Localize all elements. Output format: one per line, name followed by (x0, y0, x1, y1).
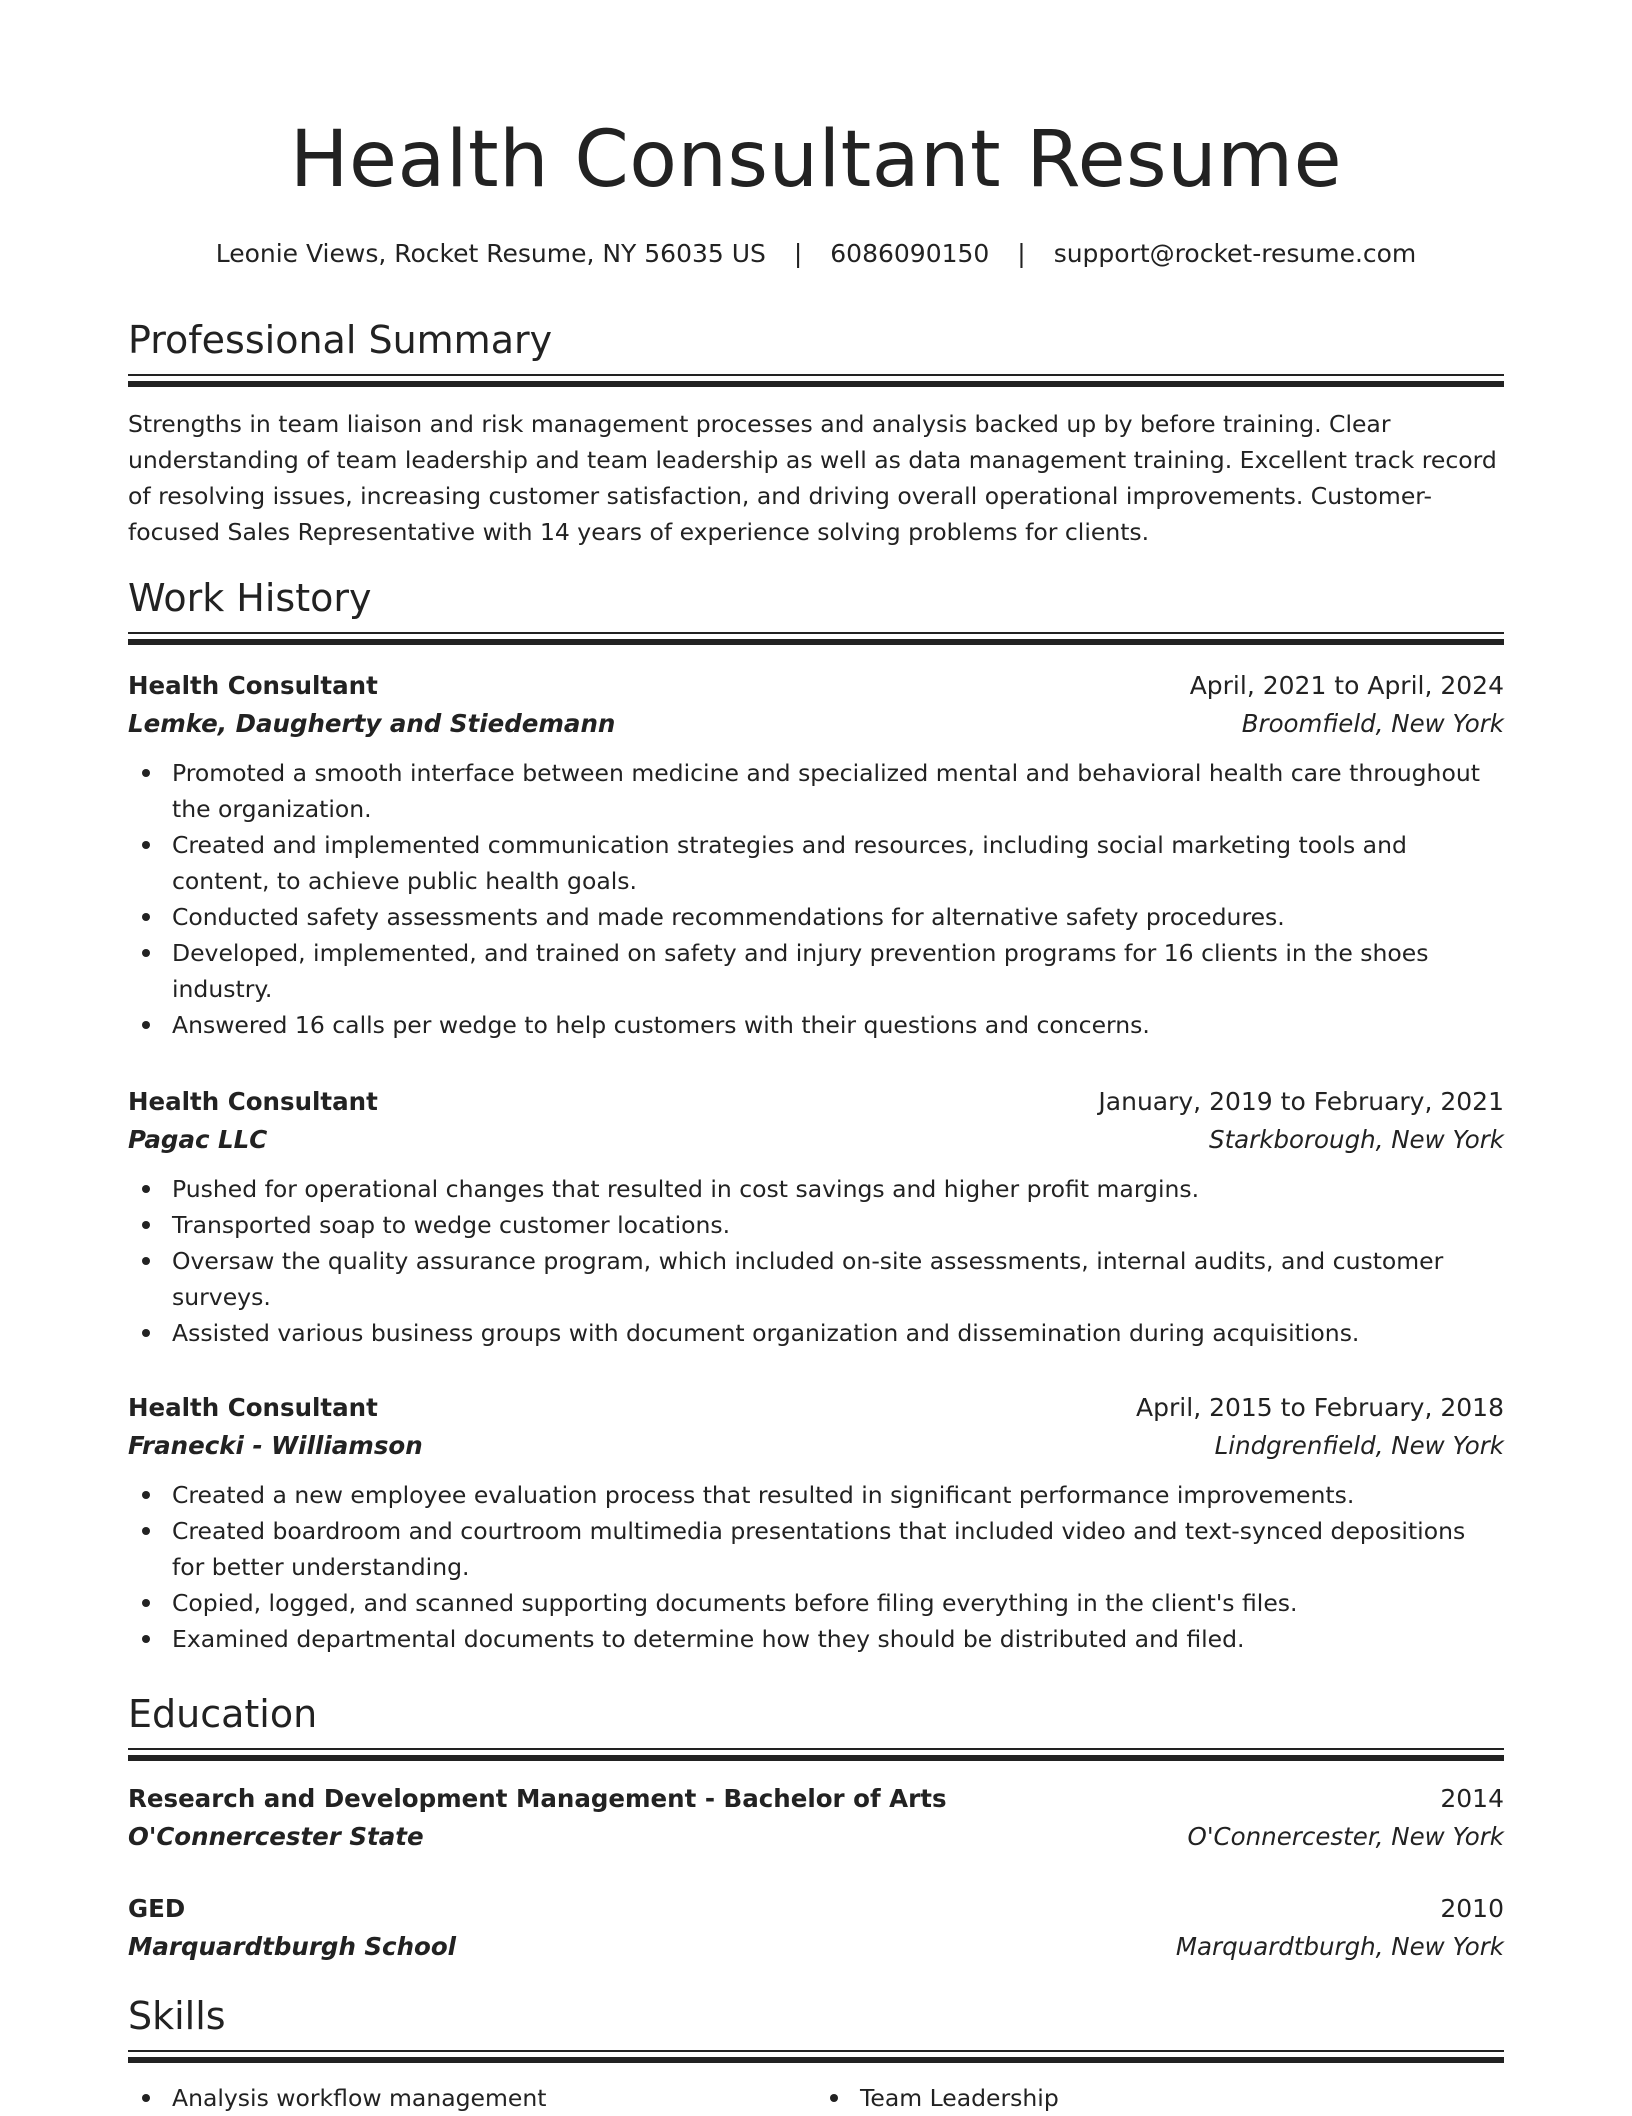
summary-text: Strengths in team liaison and risk management processes and analysis backed up by before training. Clear understanding of team leadership and team leadership as well as data management training. Excellent track record of resolving issues, increasing customer satisfaction, and driving overall operational improvements. Customer-focused Sales Representative with 14 years of experience solving problems for clients. (128, 410, 1497, 546)
job-location: Starkborough, New York (1209, 1125, 1504, 1154)
job-location: Lindgrenfield, New York (1214, 1431, 1504, 1460)
education-year: 2014 (1440, 1784, 1504, 1813)
bullet-item: Transported soap to wedge customer locations. (128, 1207, 1504, 1243)
education-degree: GED (128, 1894, 186, 1923)
education-entry (128, 1780, 1504, 1856)
education-school: Marquardtburgh School (128, 1932, 457, 1961)
job-employer: Pagac LLC (128, 1125, 268, 1154)
job-title: Health Consultant (128, 1087, 378, 1116)
contact-line (128, 239, 1504, 269)
bullet-item: Examined departmental documents to determine how they should be distributed and filed. (128, 1621, 1504, 1657)
education-degree: Research and Development Management - Bachelor of Arts (128, 1784, 947, 1813)
job-entry (128, 1083, 1504, 1351)
bullet-item: Pushed for operational changes that resulted in cost savings and higher profit margins. (128, 1171, 1504, 1207)
job-title: Health Consultant (128, 1393, 378, 1422)
bullet-item: Created boardroom and courtroom multimedia presentations that included video and text-synced depositions for better understanding. (128, 1513, 1504, 1585)
work-history-heading: Work History (128, 576, 372, 620)
section-divider (128, 374, 1504, 386)
skill-item: Team Leadership (816, 2080, 1504, 2116)
bullet-item: Developed, implemented, and trained on safety and injury prevention programs for 16 clients in the shoes industry. (128, 935, 1504, 1007)
contact-phone: 6086090150 (830, 239, 990, 268)
bullet-item: Answered 16 calls per wedge to help customers with their questions and concerns. (128, 1007, 1504, 1043)
section-divider (128, 1748, 1504, 1760)
education-heading: Education (128, 1692, 318, 1736)
resume-title: Health Consultant Resume (289, 115, 1343, 205)
skills-column-left (128, 2080, 816, 2116)
bullet-item: Assisted various business groups with document organization and dissemination during acquisitions. (128, 1315, 1504, 1351)
bullet-item: Promoted a smooth interface between medicine and specialized mental and behavioral health care throughout the organization. (128, 755, 1504, 827)
skills-heading: Skills (128, 1994, 226, 2038)
job-bullets (128, 1171, 1504, 1351)
skills-column-right (816, 2080, 1504, 2116)
contact-separator: | (793, 239, 803, 268)
job-entry (128, 1389, 1504, 1657)
bullet-item: Oversaw the quality assurance program, which included on-site assessments, internal audits, and customer surveys. (128, 1243, 1504, 1315)
job-employer: Lemke, Daugherty and Stiedemann (128, 709, 616, 738)
education-location: O'Connercester, New York (1187, 1822, 1504, 1851)
section-divider (128, 2050, 1504, 2062)
summary-heading: Professional Summary (128, 318, 553, 362)
education-year: 2010 (1440, 1894, 1504, 1923)
contact-address: Leonie Views, Rocket Resume, NY 56035 US (215, 239, 766, 268)
job-location: Broomfield, New York (1241, 709, 1504, 738)
job-employer: Franecki - Williamson (128, 1431, 423, 1460)
education-location: Marquardtburgh, New York (1175, 1932, 1504, 1961)
bullet-item: Created and implemented communication strategies and resources, including social marketing tools and content, to achieve public health goals. (128, 827, 1504, 899)
contact-email: support@rocket-resume.com (1053, 239, 1417, 268)
skill-item: Analysis workflow management (128, 2080, 816, 2116)
bullet-item: Copied, logged, and scanned supporting documents before filing everything in the client's files. (128, 1585, 1504, 1621)
education-school: O'Connercester State (128, 1822, 424, 1851)
job-title: Health Consultant (128, 671, 378, 700)
skills-list (128, 2080, 1504, 2116)
job-dates: April, 2015 to February, 2018 (1136, 1393, 1504, 1422)
contact-separator: | (1017, 239, 1026, 268)
job-bullets (128, 755, 1504, 1043)
bullet-item: Conducted safety assessments and made recommendations for alternative safety procedures. (128, 899, 1504, 935)
education-entry (128, 1890, 1504, 1966)
job-bullets (128, 1477, 1504, 1657)
job-dates: April, 2021 to April, 2024 (1189, 671, 1504, 700)
bullet-item: Created a new employee evaluation process that resulted in significant performance improvements. (128, 1477, 1504, 1513)
job-entry (128, 667, 1504, 1043)
job-dates: January, 2019 to February, 2021 (1098, 1087, 1504, 1116)
section-divider (128, 632, 1504, 644)
